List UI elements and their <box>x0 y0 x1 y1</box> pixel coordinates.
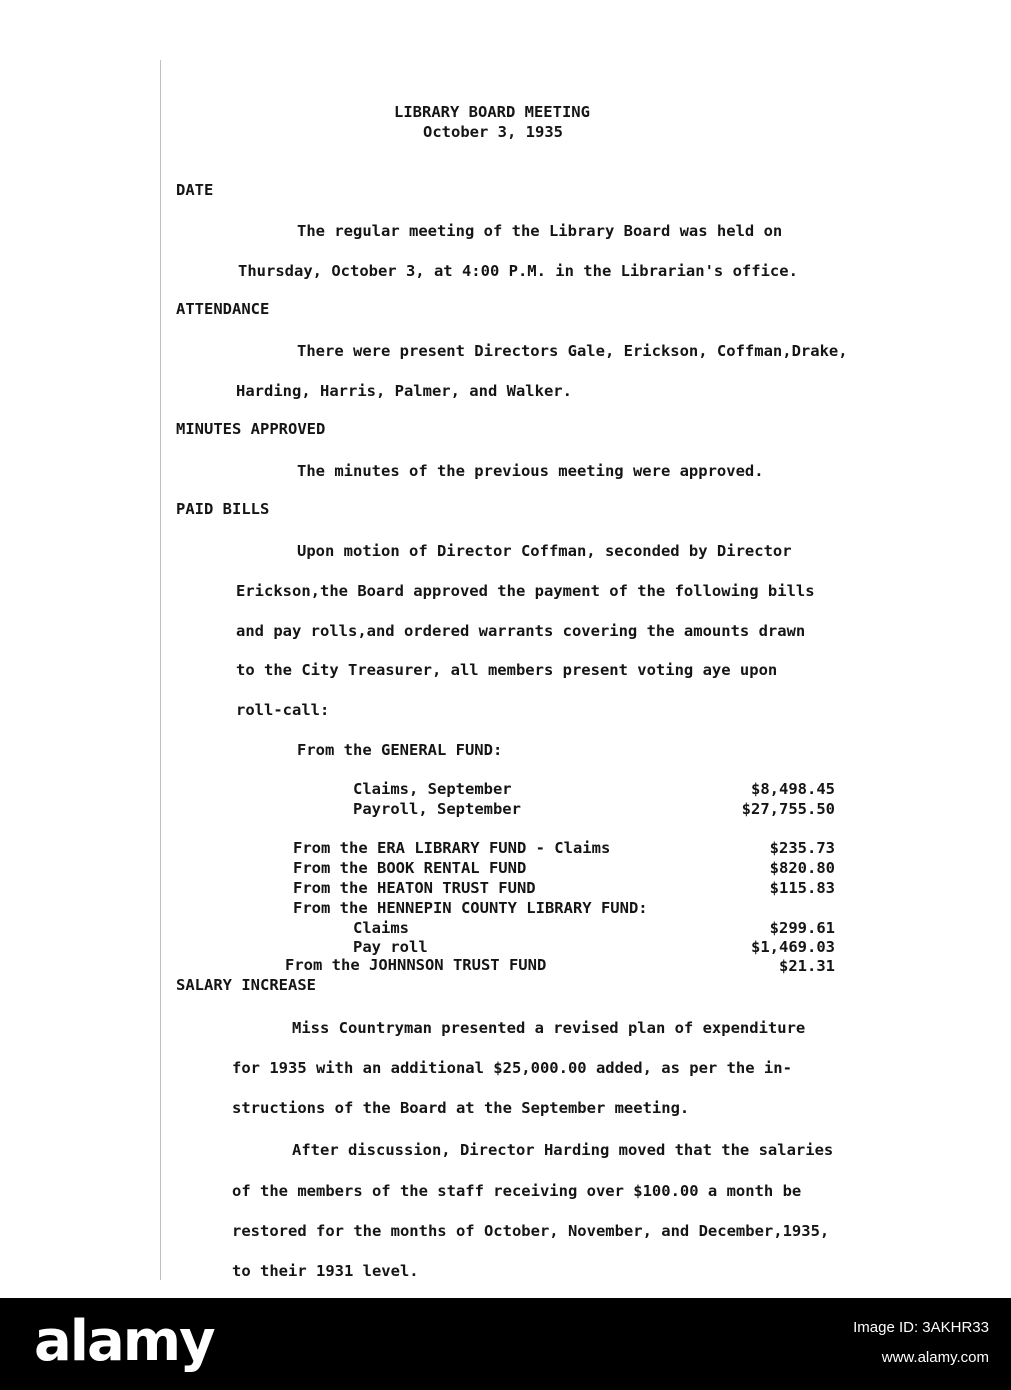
image-id: Image ID: 3AKHR33 <box>853 1319 989 1336</box>
bill-item-amount: $8,498.45 <box>751 780 835 798</box>
salary-line-7: to their 1931 level. <box>232 1262 419 1280</box>
salary-line-5: of the members of the staff receiving over $100.00 a month be <box>232 1182 802 1200</box>
bill-item-amount: $299.61 <box>769 919 835 937</box>
bill-item-amount: $21.31 <box>779 957 835 975</box>
watermark-url: www.alamy.com <box>881 1349 989 1366</box>
date-line-2: Thursday, October 3, at 4:00 P.M. in the Librarian's office. <box>238 262 798 280</box>
bill-item-label: Claims, September <box>353 780 512 798</box>
bill-item-label: Claims <box>353 919 409 937</box>
document-title: LIBRARY BOARD MEETING <box>394 103 590 121</box>
bill-item-amount: $235.73 <box>769 839 835 857</box>
salary-line-1: Miss Countryman presented a revised plan of expenditure <box>292 1019 806 1037</box>
bill-item-amount: $1,469.03 <box>751 938 835 956</box>
salary-line-6: restored for the months of October, November, and December,1935, <box>232 1222 830 1240</box>
minutes-line-1: The minutes of the previous meeting were approved. <box>297 462 764 480</box>
bill-item-label: From the BOOK RENTAL FUND <box>293 859 527 877</box>
heading-date: DATE <box>176 181 214 199</box>
salary-line-2: for 1935 with an additional $25,000.00 added, as per the in- <box>232 1059 792 1077</box>
bill-item-label: From the HEATON TRUST FUND <box>293 879 536 897</box>
general-fund-label: From the GENERAL FUND: <box>297 741 503 759</box>
salary-line-3: structions of the Board at the September meeting. <box>232 1099 690 1117</box>
bill-item-amount: $820.80 <box>769 859 835 877</box>
heading-paid-bills: PAID BILLS <box>176 500 270 518</box>
salary-line-4: After discussion, Director Harding moved that the salaries <box>292 1141 834 1159</box>
paid-bills-line-3: and pay rolls,and ordered warrants covering the amounts drawn <box>236 622 806 640</box>
bill-item-amount: $115.83 <box>769 879 835 897</box>
heading-attendance: ATTENDANCE <box>176 300 270 318</box>
paid-bills-line-5: roll-call: <box>236 701 330 719</box>
bill-item-label: From the JOHNNSON TRUST FUND <box>285 956 547 974</box>
heading-salary-increase: SALARY INCREASE <box>176 976 316 994</box>
paid-bills-line-2: Erickson,the Board approved the payment of the following bills <box>236 582 815 600</box>
document-date: October 3, 1935 <box>423 123 563 141</box>
left-margin-rule <box>160 60 161 1280</box>
bill-item-label: From the ERA LIBRARY FUND - Claims <box>293 839 611 857</box>
paid-bills-line-4: to the City Treasurer, all members present voting aye upon <box>236 661 778 679</box>
bill-item-label: Pay roll <box>353 938 428 956</box>
heading-minutes-approved: MINUTES APPROVED <box>176 420 326 438</box>
paid-bills-line-1: Upon motion of Director Coffman, seconded by Director <box>297 542 792 560</box>
attendance-line-1: There were present Directors Gale, Erickson, Coffman,Drake, <box>297 342 848 360</box>
alamy-logo: alamy <box>34 1309 214 1374</box>
attendance-line-2: Harding, Harris, Palmer, and Walker. <box>236 382 572 400</box>
date-line-1: The regular meeting of the Library Board was held on <box>297 222 783 240</box>
bill-item-amount: $27,755.50 <box>741 800 835 818</box>
bill-item-label: Payroll, September <box>353 800 521 818</box>
bill-item-label: From the HENNEPIN COUNTY LIBRARY FUND: <box>293 899 648 917</box>
